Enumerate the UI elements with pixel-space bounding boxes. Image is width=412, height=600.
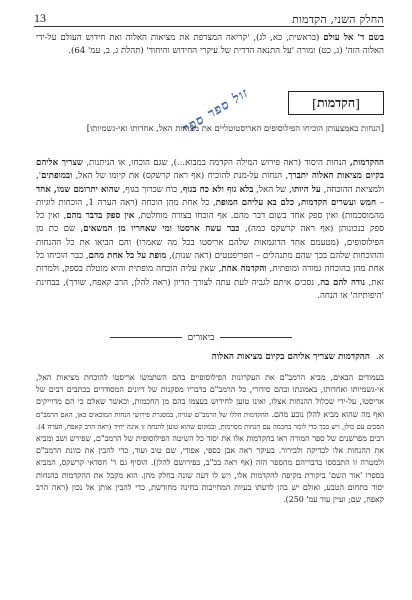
subsection-heading (36, 351, 384, 364)
commentary-paragraph: בעמודים הבאים, מביא הרמב"ם את העקרונות הפילוסופיים בהם השתמשו אריסטו להוכחת מציאות האל, אי-גשמיותו ואחדותו, באמונתו ובהם סידורי, כל הרמב"ם בדבריו מסקנות של דיונים המסודרים בכתבים רבים של אריסטו, על-ידי שכלול ההנחות אצלו, ואינו טוען לחידוש בעצמו בהם מן החכמות, וכאשר שאלם כי הם מדוייקים ואף מה שהוא מביא להלן נובע מהם. (36, 373, 384, 419)
page-header (34, 6, 384, 27)
commentary-paragraph: הוסיף גם ר' חסדאי קרשקס, המביא בספרו 'אור השם' ביקורת מקיפה להקדמות אלו, ויש לו דעה שונה בחלק מהן. הוא מקבל את ההקדמות כהנחות יסוד בתחום הטבע, ואולם יש בהן לדעתו בעיות המחייבות בחינה מחודשת, כדי להבין אותן אל נכון (ראה הרב קאפח, שם; ועיין עוד עמ' 250). (36, 458, 384, 505)
divider-line (110, 337, 182, 338)
subsection-number: א. (375, 352, 384, 362)
section-title-box: [ הקדמות ] (288, 91, 384, 115)
subsection-title: ההקדמות שצריך אליהם בקיום מציאות האלוה (211, 352, 370, 362)
divider-line (220, 337, 292, 338)
commentary-paragraph: רבים מפרשנים של ספר המורה ראו בהקדמות אלו את יסוד כל השיטה הפילוסופית של הרמב"ם, שפירש ושב ומביא את ההנחות אלו לבדיקה ולבירור. בעיקר ראה אבן כספי, אפודי, שם טוב ועוד, כדי להבין את כוונת הרמב"ם ולמטרה זו התבססו בדבריהם מהספר הזה (אף ראה בכ"ב, בפירושם להלן). (36, 434, 384, 468)
main-paragraph: ההקדמות, הנחות היסוד (ראה פירוש המילה הקדמה במבוא...), שגם הוכחו, או הניתנות, שצריך אליהם בקיום מציאות האלוה יתברך, הנחות על-מנת להוכיח (אף ראה קרשקס) את קיומו של האל, ובמופתים', ולמציאת ההוכחה, על היותו, של האל, בלא גוף ולא כח בגוף, כוח שכרוך בגוף, שהוא יתרומם שמו, אחד – חמש ועשרים הקדמות, כלם בא עליהם המופת, כל אחת מהן הוכחה (ראה הערה 1, הוכחות לוגיות מהמוסכמות) ואין ספק אחד בשום דבר מהם. אף הוכחו בצורה מוחלטת, אין ספק בדבר מהם, ואין כל ספק בנכונותן (אף ראה קרשקס כמה), כבר עשה ארסטו ומי שאחריו מן המשאים, שם כת מן הפילוסופים, (מטעמם אחד הדוגמאות שלהם אריסטו בכל מה שאמרו) והם הביאו את כל ההנחות וההוכחות שלהם בכך שהם מתנהלים – הפריפטטים (ראה שנות), מופת על כל אחת מהם, כבר הוכיחו כל אחת מהן בהוכחה גמורה ומופתית, והקדמה אחת, שאין עליה הוכחה מופתית והיא מוטלת בספק, ולמרות זאת, נודה להם בה, נסכים איתם לגביה לעת עתה לצורך הדיון (ראה להלן, הרב קאפח, שורך), בבחינת 'היפותיזה' או הנחה. (36, 158, 385, 301)
page-number: 13 (34, 11, 46, 25)
intro-paragraph (36, 32, 384, 59)
main-lead: ההקדמות, (349, 158, 384, 168)
section-title: הקדמות (316, 95, 356, 110)
intro-text: (בראשית, כא, לג), 'קריאה המצרפת את מציאות האלוה ואת חידוש העולם על-ידי האלוה הזה' (ג, כט) ומורה 'על התנאה הדדית של עיקרי החידוש והיחוד' (תהלת ג, ב, עמ' 64). (36, 33, 384, 57)
intro-lead: בשם ד' אל עולם (323, 33, 385, 43)
commentary-divider (110, 331, 292, 343)
library-stamp: זול ספר ספר (179, 85, 252, 138)
commentary-body (36, 372, 384, 506)
commentary-paragraph: ההקדמות הללו של הרמב"ם שגויה, במסגרת פירושי הנחות המובאים כאן, האם הרמב"ם הסכים עם כולן, ויש בכך כדי לומר בחכמה עם הנחות מסוימות, ובמקום שהוא טוען להנחה זו אינה יחיד (ראה הרב קאפח, הערה 4). (36, 410, 384, 431)
section-summary: [הנחות באמצעותן הוכיחו הפילוסופים האריסטוטליים את מציאות האל, אחדותו ואי-גשמיותו] (86, 123, 384, 133)
running-title: החלק השני, הקדמות (292, 13, 384, 26)
divider-label: ביאורים (187, 332, 215, 343)
